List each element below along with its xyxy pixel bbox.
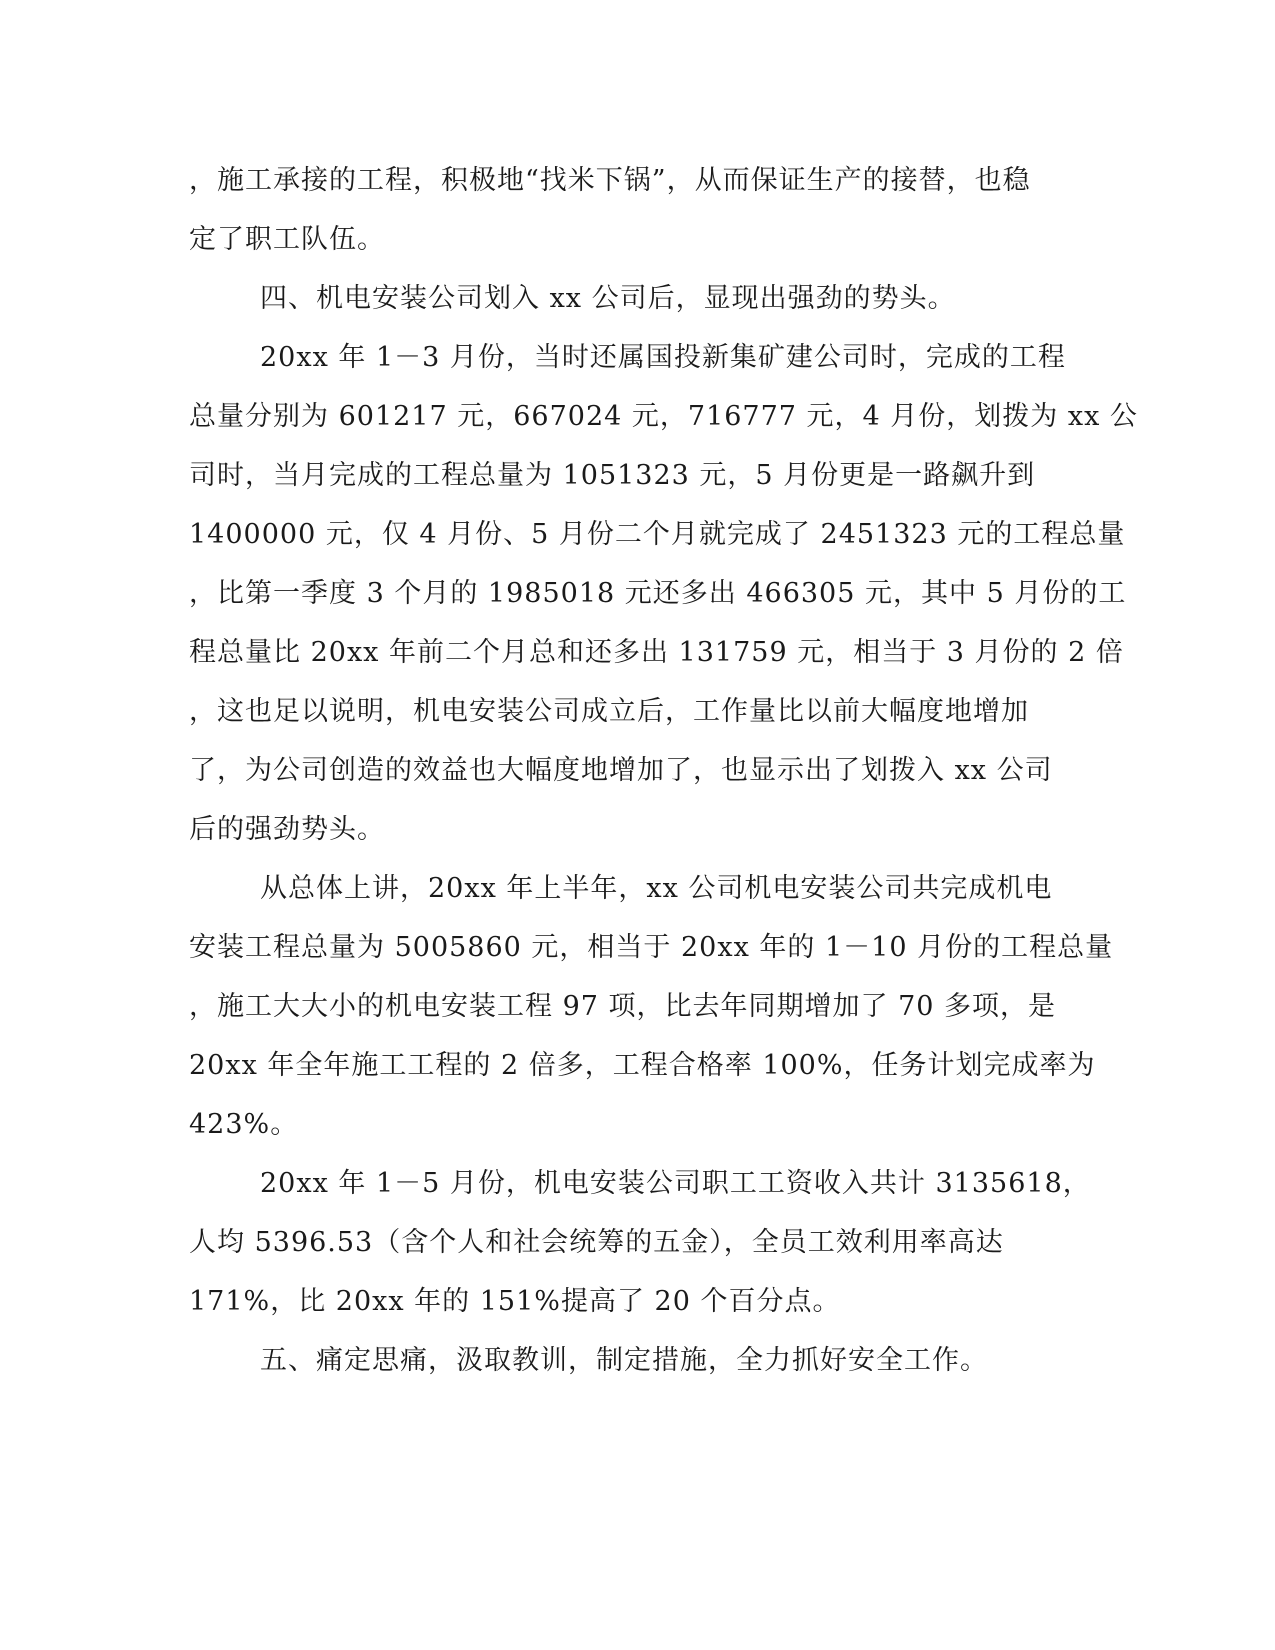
text-line-8: ，比第一季度 3 个月的 1985018 元还多出 466305 元，其中 5 月份的工	[189, 578, 1127, 609]
text-line-13: 从总体上讲，20xx 年上半年，xx 公司机电安装公司共完成机电	[260, 873, 1053, 904]
text-line-11: 了，为公司创造的效益也大幅度地增加了，也显示出了划拨入 xx 公司	[189, 755, 1053, 786]
text-line-19: 人均 5396.53（含个人和社会统筹的五金），全员工效利用率高达	[189, 1227, 1004, 1258]
section-heading-5: 五、痛定思痛，汲取教训，制定措施，全力抓好安全工作。	[260, 1345, 988, 1376]
section-heading-4: 四、机电安装公司划入 xx 公司后，显现出强劲的势头。	[260, 283, 956, 314]
text-line-2: 定了职工队伍。	[189, 224, 385, 255]
text-line-9: 程总量比 20xx 年前二个月总和还多出 131759 元，相当于 3 月份的 2 倍	[189, 637, 1124, 668]
text-line-7: 1400000 元，仅 4 月份、5 月份二个月就完成了 2451323 元的工程总量	[189, 519, 1126, 550]
text-line-17: 423%。	[189, 1109, 299, 1140]
text-line-18: 20xx 年 1－5 月份，机电安装公司职工工资收入共计 3135618，	[260, 1168, 1091, 1199]
text-line-20: 171%，比 20xx 年的 151%提高了 20 个百分点。	[189, 1286, 841, 1317]
text-line-12: 后的强劲势头。	[189, 814, 385, 845]
text-line-4: 20xx 年 1－3 月份，当时还属国投新集矿建公司时，完成的工程	[260, 342, 1066, 373]
text-line-1: ，施工承接的工程，积极地“找米下锅”，从而保证生产的接替，也稳	[189, 165, 1031, 196]
text-line-15: ，施工大大小的机电安装工程 97 项，比去年同期增加了 70 多项，是	[189, 991, 1057, 1022]
text-line-6: 司时，当月完成的工程总量为 1051323 元，5 月份更是一路飙升到	[189, 460, 1036, 491]
text-line-16: 20xx 年全年施工工程的 2 倍多，工程合格率 100%，任务计划完成率为	[189, 1050, 1096, 1081]
text-line-14: 安装工程总量为 5005860 元，相当于 20xx 年的 1－10 月份的工程总量	[189, 932, 1114, 963]
text-line-10: ，这也足以说明，机电安装公司成立后，工作量比以前大幅度地增加	[189, 696, 1029, 727]
text-line-5: 总量分别为 601217 元，667024 元，716777 元，4 月份，划拨为 xx 公	[189, 401, 1138, 432]
